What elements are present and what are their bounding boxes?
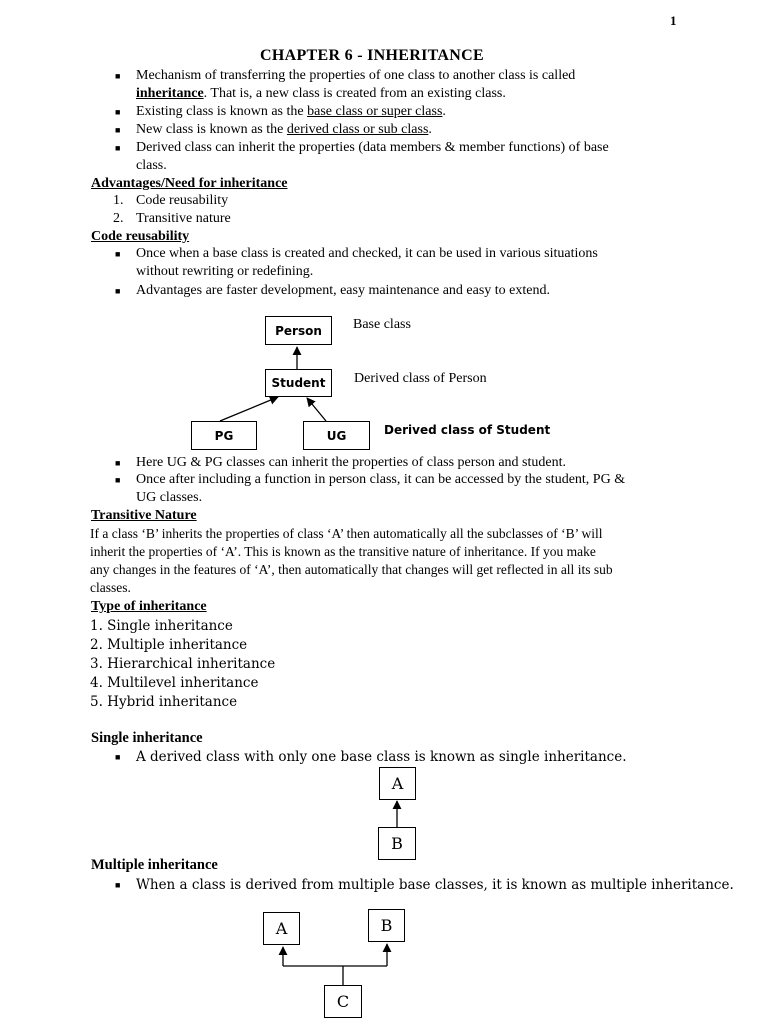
- multiple-inheritance-definition: When a class is derived from multiple base classes, it is known as multiple inheritance.: [136, 877, 734, 893]
- multiple-inheritance-heading: Multiple inheritance: [91, 857, 218, 873]
- bullet-icon: ■: [115, 125, 121, 135]
- bullet-icon: ■: [115, 752, 121, 762]
- intro-bullet-4-line-1: Derived class can inherit the properties (data members & member functions) of base: [136, 140, 609, 155]
- bullet-icon: ■: [115, 249, 121, 259]
- bullet-icon: ■: [115, 475, 121, 485]
- diagram-note-2-line-2: UG classes.: [136, 490, 203, 505]
- bullet-icon: ■: [115, 880, 121, 890]
- type-item-multilevel: 4. Multilevel inheritance: [90, 675, 259, 691]
- multiple-box-c: C: [324, 985, 362, 1018]
- bullet-icon: ■: [115, 107, 121, 117]
- advantages-item-2-number: 2.: [113, 211, 124, 226]
- intro-bullet-1-line-1: Mechanism of transferring the properties of one class to another class is called: [136, 68, 576, 83]
- diagram-note-2-line-1: Once after including a function in person class, it can be accessed by the student, PG &: [136, 472, 626, 487]
- intro-bullet-3: New class is known as the derived class or sub class.: [136, 122, 432, 137]
- advantages-item-1-number: 1.: [113, 193, 124, 208]
- code-reuse-bullet-1-line-1: Once when a base class is created and checked, it can be used in various situations: [136, 246, 598, 261]
- transitive-line-3: any changes in the features of ‘A’, then automatically that changes will get reflected in all its sub: [90, 562, 613, 577]
- transitive-line-2: inherit the properties of ‘A’. This is known as the transitive nature of inheritance. If you make: [90, 544, 596, 559]
- advantages-heading: Advantages/Need for inheritance: [91, 176, 288, 191]
- single-box-b: B: [378, 827, 416, 860]
- multiple-box-b: B: [368, 909, 405, 942]
- transitive-line-4: classes.: [90, 580, 131, 595]
- pg-class-box: PG: [191, 421, 257, 450]
- derived-class-of-student-label: Derived class of Student: [384, 423, 551, 437]
- diagram-note-1: Here UG & PG classes can inherit the properties of class person and student.: [136, 455, 566, 470]
- type-item-hybrid: 5. Hybrid inheritance: [90, 694, 238, 710]
- single-inheritance-heading: Single inheritance: [91, 730, 203, 746]
- type-item-hierarchical: 3. Hierarchical inheritance: [90, 656, 276, 672]
- page-number: 1: [670, 13, 677, 28]
- bullet-icon: ■: [115, 143, 121, 153]
- advantages-item-1: Code reusability: [136, 193, 229, 208]
- transitive-nature-heading: Transitive Nature: [91, 508, 197, 523]
- ug-class-box: UG: [303, 421, 370, 450]
- bullet-icon: ■: [115, 286, 121, 296]
- multiple-box-a: A: [263, 912, 300, 945]
- derived-class-term: derived class or sub class: [286, 122, 429, 137]
- types-heading: Type of inheritance: [91, 599, 207, 614]
- code-reuse-bullet-1-line-2: without rewriting or redefining.: [136, 264, 314, 279]
- type-item-multiple: 2. Multiple inheritance: [90, 637, 248, 653]
- inheritance-term: inheritance: [136, 86, 204, 101]
- code-reusability-heading: Code reusability: [91, 229, 190, 244]
- transitive-line-1: If a class ‘B’ inherits the properties of class ‘A’ then automatically all the subclasses of ‘B’ will: [90, 526, 603, 541]
- base-class-label: Base class: [353, 317, 411, 332]
- single-inheritance-definition: A derived class with only one base class is known as single inheritance.: [136, 749, 627, 765]
- single-box-a: A: [379, 767, 416, 800]
- bullet-icon: ■: [115, 458, 121, 468]
- intro-bullet-2: Existing class is known as the base class or super class.: [136, 104, 446, 119]
- base-class-term: base class or super class: [307, 104, 443, 119]
- inheritance-definition-rest: . That is, a new class is created from an existing class.: [203, 86, 506, 101]
- person-class-box: Person: [265, 316, 332, 345]
- chapter-title: CHAPTER 6 - INHERITANCE: [260, 47, 484, 64]
- derived-class-of-person-label: Derived class of Person: [354, 371, 487, 386]
- code-reuse-bullet-2: Advantages are faster development, easy maintenance and easy to extend.: [136, 283, 550, 298]
- bullet-icon: ■: [115, 71, 121, 81]
- advantages-item-2: Transitive nature: [136, 211, 231, 226]
- type-item-single: 1. Single inheritance: [90, 618, 233, 634]
- student-class-box: Student: [265, 369, 332, 397]
- intro-bullet-4-line-2: class.: [136, 158, 167, 173]
